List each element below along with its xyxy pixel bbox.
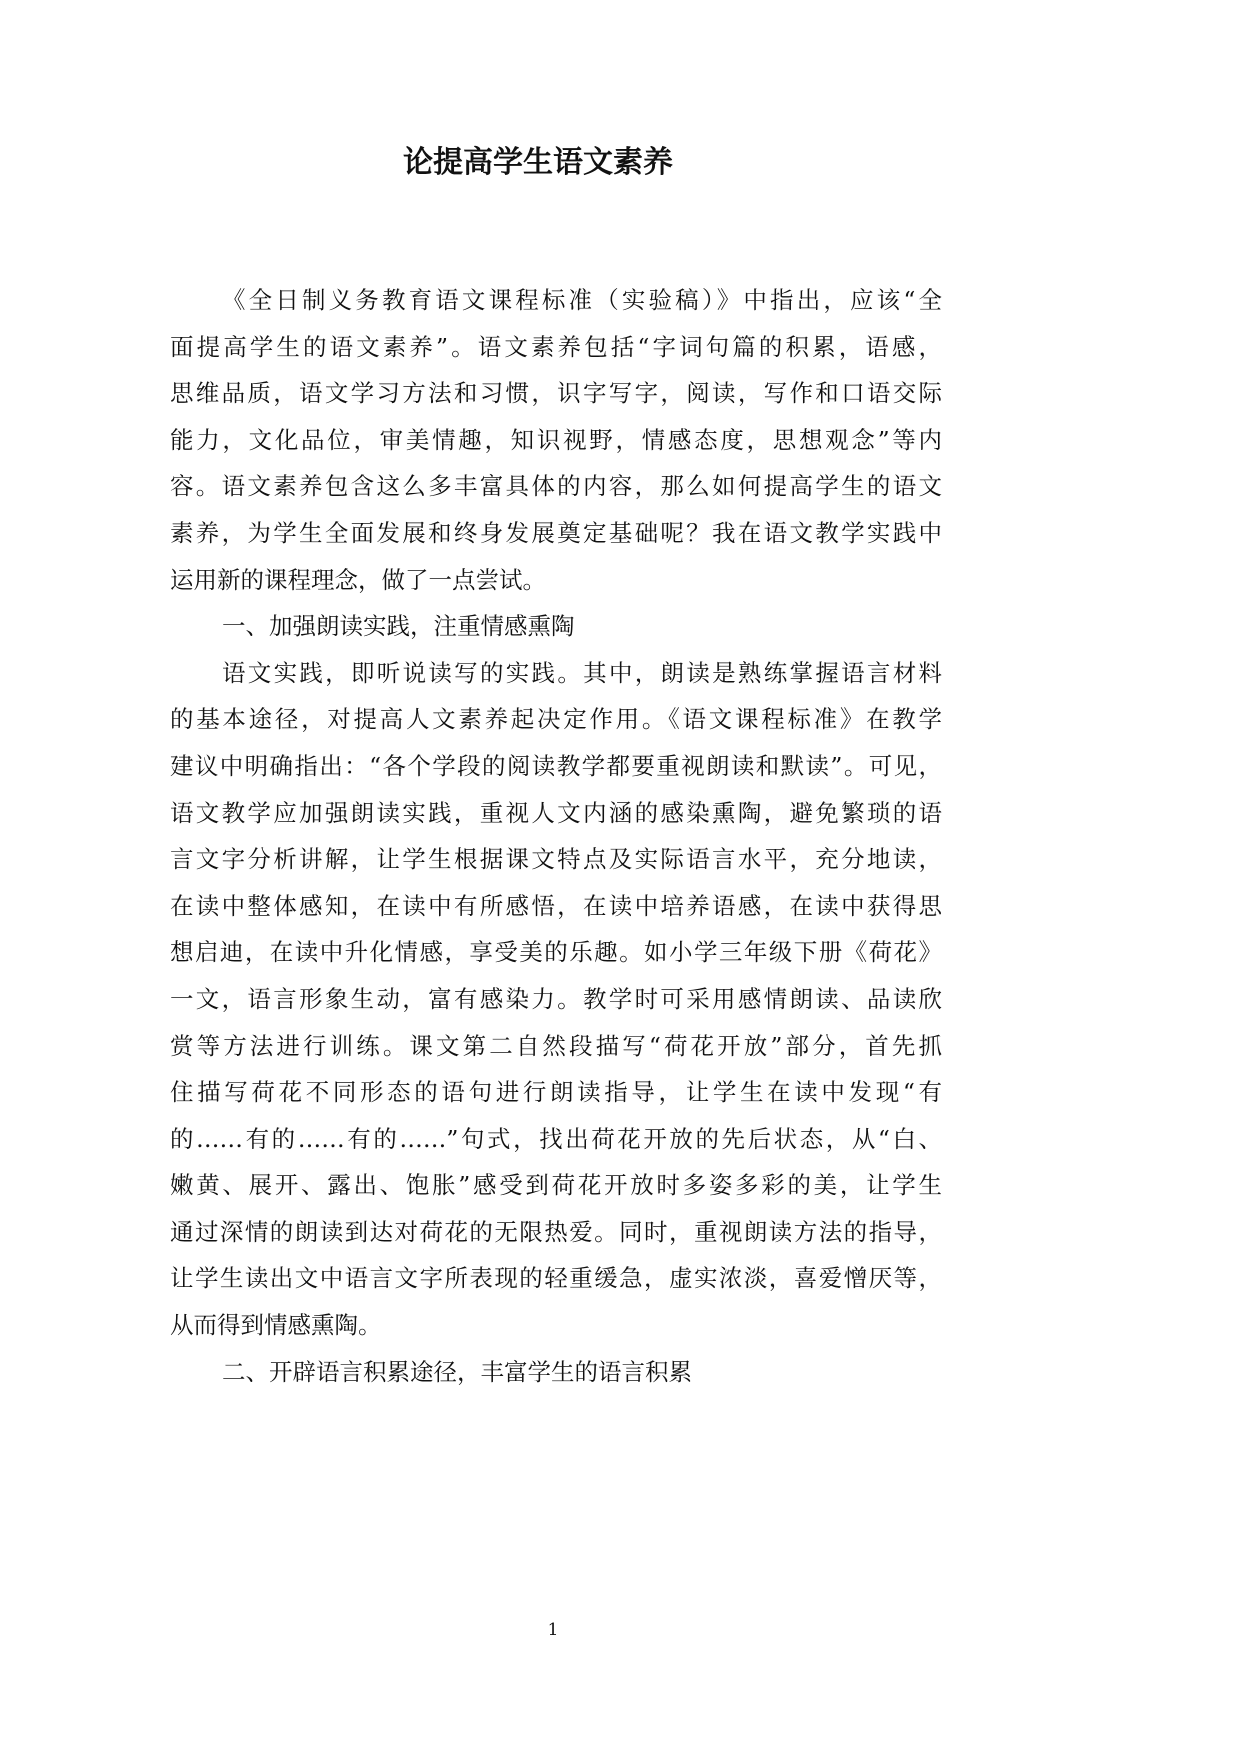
text-line: 语文教学应加强朗读实践，重视人文内涵的感染熏陶，避免繁琐的语 bbox=[170, 798, 942, 827]
text-line: 想启迪，在读中升化情感，享受美的乐趣。如小学三年级下册《荷花》 bbox=[170, 938, 942, 967]
text-line: 语文实践，即听说读写的实践。其中，朗读是熟练掌握语言材料 bbox=[222, 658, 942, 687]
text-line: 一文，语言形象生动，富有感染力。教学时可采用感情朗读、品读欣 bbox=[170, 984, 942, 1013]
page-number: 1 bbox=[547, 1620, 559, 1640]
text-line: 从而得到情感熏陶。 bbox=[170, 1311, 382, 1340]
document-title: 论提高学生语文素养 bbox=[403, 145, 673, 180]
text-line: 在读中整体感知，在读中有所感悟，在读中培养语感，在读中获得思 bbox=[170, 891, 942, 920]
text-line: 素养，为学生全面发展和终身发展奠定基础呢？我在语文教学实践中 bbox=[170, 518, 942, 547]
text-line: 面提高学生的语文素养”。语文素养包括“字词句篇的积累，语感， bbox=[170, 332, 942, 361]
text-line: 容。语文素养包含这么多丰富具体的内容，那么如何提高学生的语文 bbox=[170, 472, 942, 501]
text-line: 能力，文化品位，审美情趣，知识视野，情感态度，思想观念”等内 bbox=[170, 425, 942, 454]
section-heading: 二、开辟语言积累途径，丰富学生的语言积累 bbox=[222, 1357, 692, 1386]
text-line: 言文字分析讲解，让学生根据课文特点及实际语言水平，充分地读， bbox=[170, 845, 942, 874]
text-line: 让学生读出文中语言文字所表现的轻重缓急，虚实浓淡，喜爱憎厌等， bbox=[170, 1264, 942, 1293]
text-line: 的……有的……有的……”句式，找出荷花开放的先后状态，从“白、 bbox=[170, 1124, 942, 1153]
document-body bbox=[170, 277, 942, 1395]
section-heading: 一、加强朗读实践，注重情感熏陶 bbox=[222, 612, 575, 641]
text-line: 通过深情的朗读到达对荷花的无限热爱。同时，重视朗读方法的指导， bbox=[170, 1217, 942, 1246]
text-line: 的基本途径，对提高人文素养起决定作用。《语文课程标准》在教学 bbox=[170, 705, 942, 734]
text-line: 嫩黄、展开、露出、饱胀”感受到荷花开放时多姿多彩的美，让学生 bbox=[170, 1171, 942, 1200]
text-line: 思维品质，语文学习方法和习惯，识字写字，阅读，写作和口语交际 bbox=[170, 379, 942, 408]
text-line: 运用新的课程理念，做了一点尝试。 bbox=[170, 565, 546, 594]
text-line: 住描写荷花不同形态的语句进行朗读指导，让学生在读中发现“有 bbox=[170, 1078, 942, 1107]
text-line: 《全日制义务教育语文课程标准（实验稿）》中指出，应该“全 bbox=[222, 286, 942, 314]
text-line: 建议中明确指出：“各个学段的阅读教学都要重视朗读和默读”。可见， bbox=[170, 751, 942, 780]
text-line: 赏等方法进行训练。课文第二自然段描写“荷花开放”部分，首先抓 bbox=[170, 1031, 942, 1060]
